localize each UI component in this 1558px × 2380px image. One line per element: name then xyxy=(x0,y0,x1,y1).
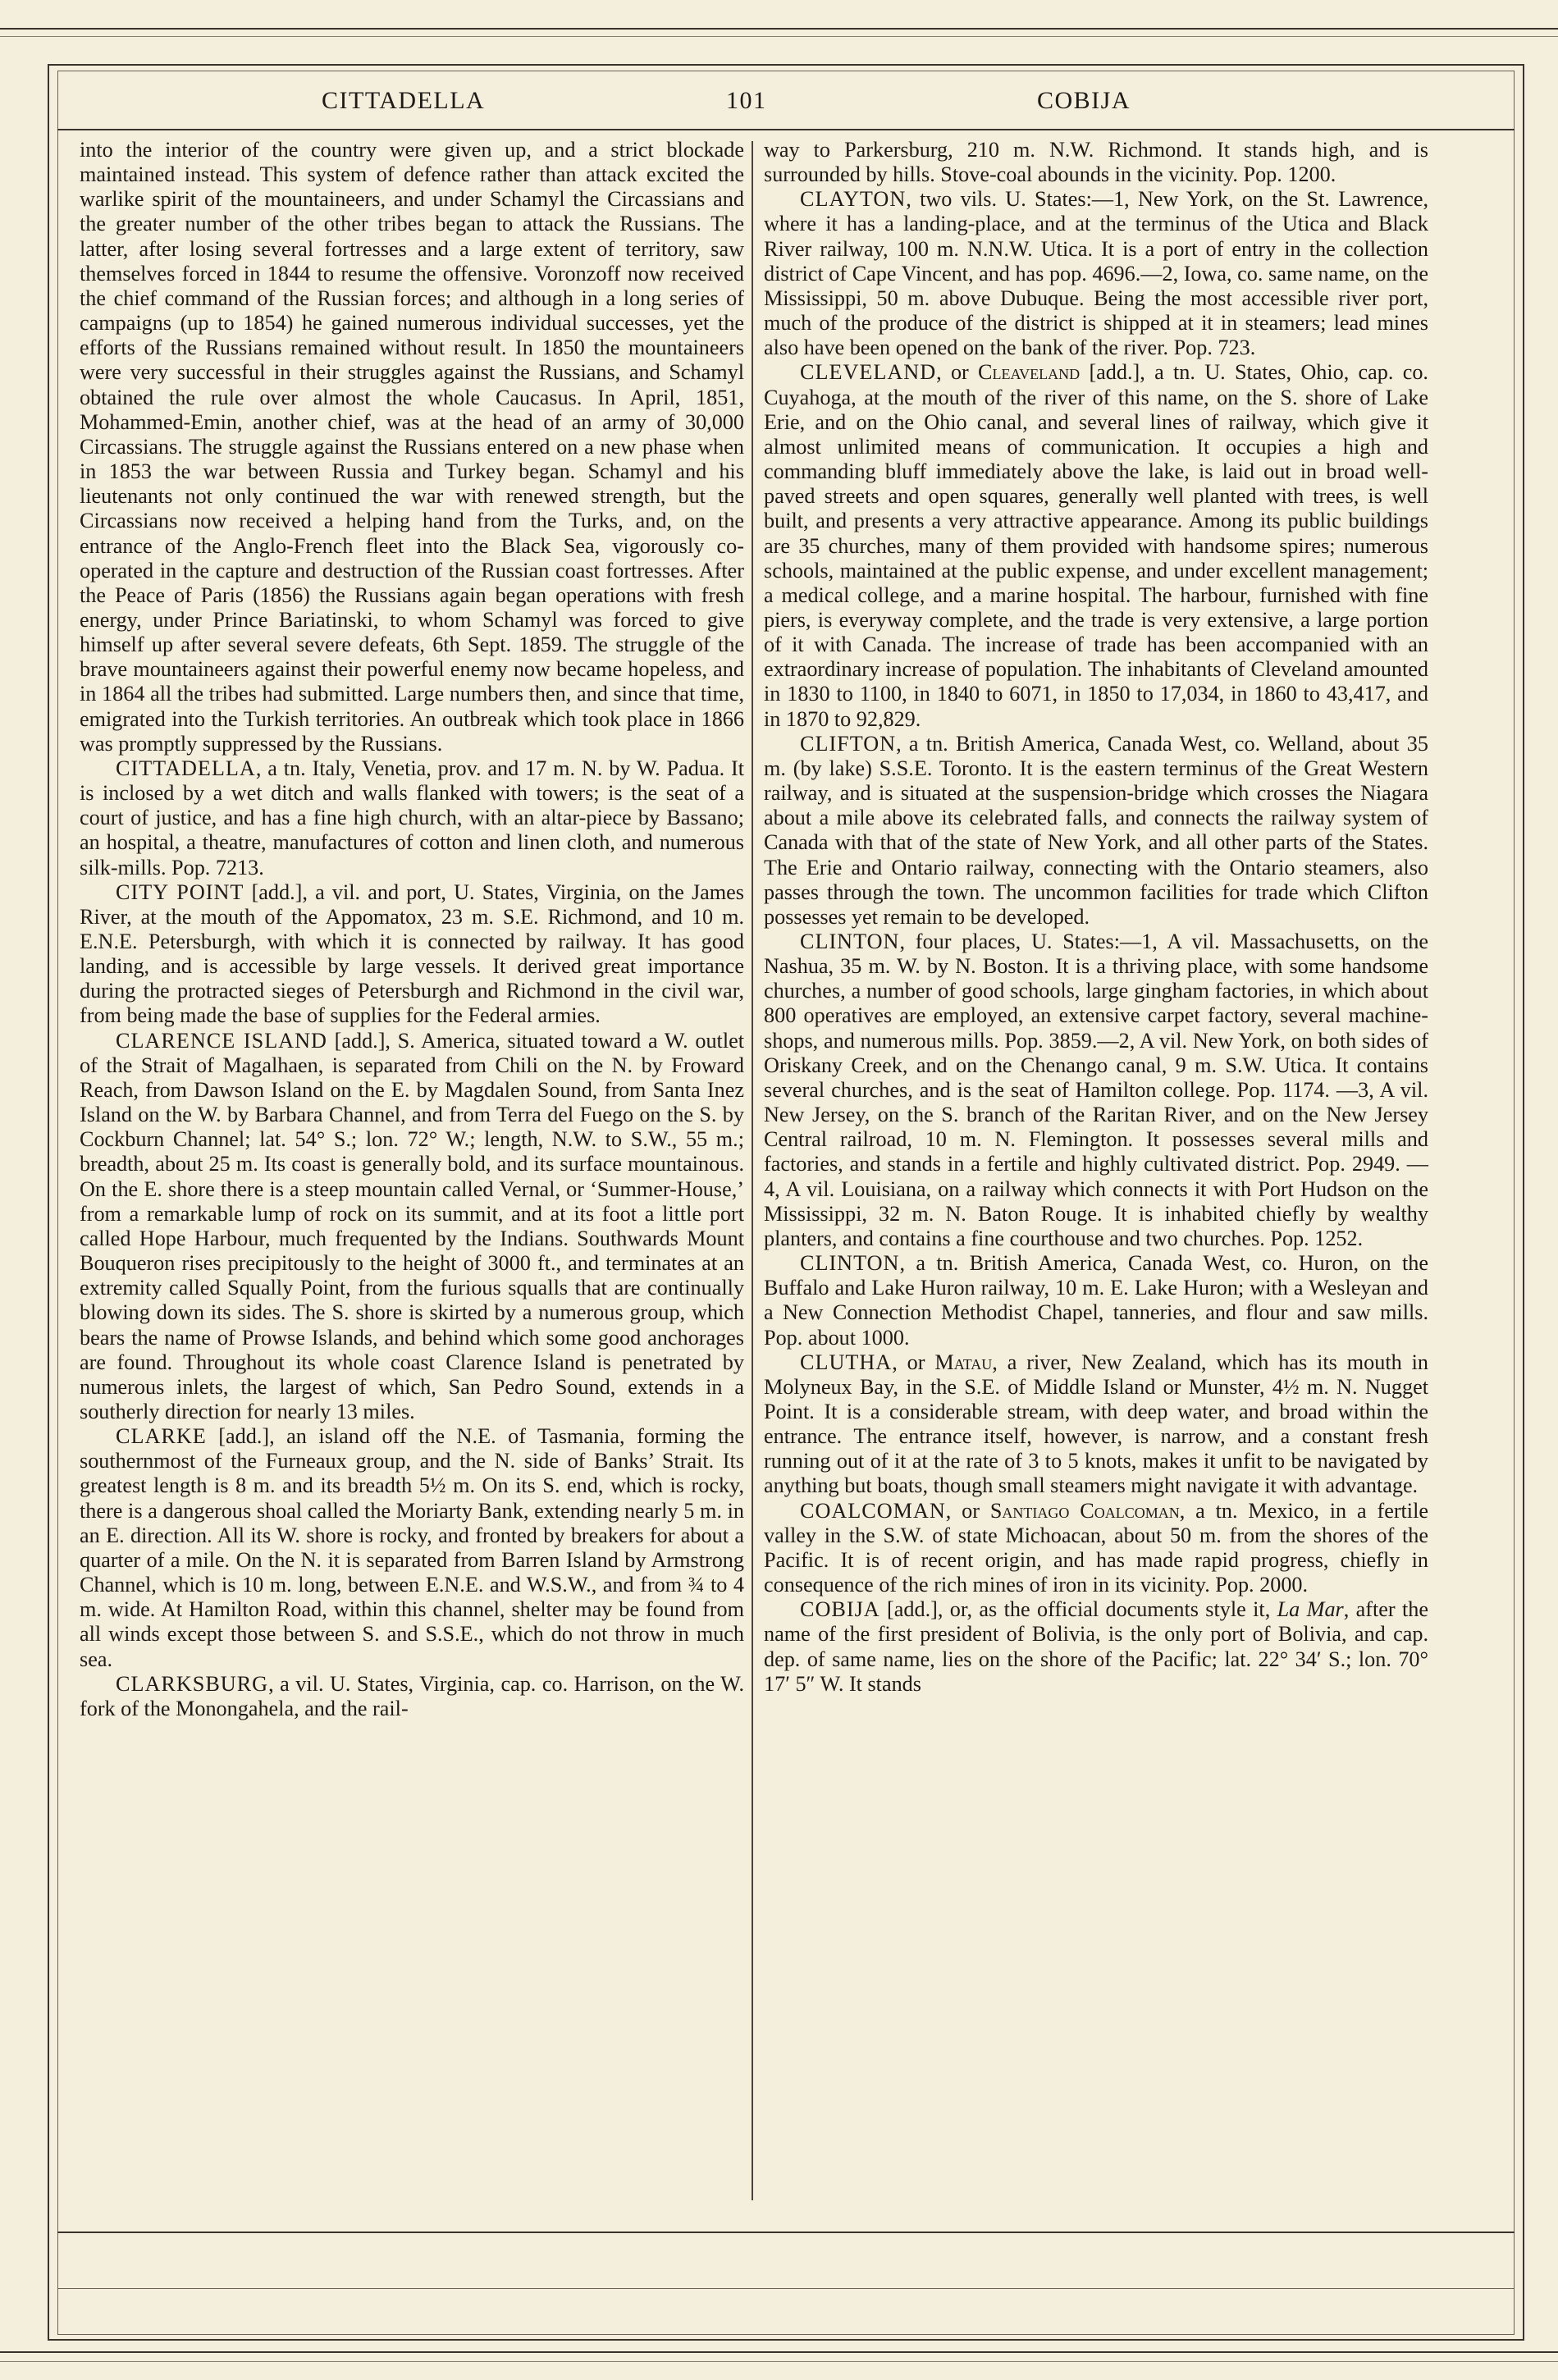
alt-prefix: , or xyxy=(936,360,979,385)
entry-text: , two vils. U. States:—1, New York, on the St. Lawrence, where it has a landing-place, and at the terminus of the Utica and Black River railway, 100 m. N.N.W. Utica. It is a port of entry in the collection district of Cape Vincent, and has pop. 4696.—2, Iowa, co. same name, on the Mississippi, 50 m. above Dubuque. Being the most accessible river port, much of the produce of the district is shipped at it in steamers; lead mines also have been opened on the bank of the river. Pop. 723. xyxy=(764,187,1428,360)
entry-text: way to Parkersburg, 210 m. N.W. Richmond. It stands high, and is surrounded by hills. Stove-coal abounds in the vicinity. Pop. 1200. xyxy=(764,138,1428,187)
entry-text-cont: , after the name of the first president of Bolivia, is the only port of Bolivia, and cap. dep. of same name, lies on the shore of the Pacific; lat. 22° 34′ S.; lon. 70° 17′ 5″ W. It stands xyxy=(764,1597,1428,1696)
headword: CITTADELLA xyxy=(116,756,256,780)
entry-text: [add.], an island off the N.E. of Tasmania, forming the southernmost of the Furneaux group, and the N. side of Banks’ Strait. Its greatest length is 8 m. and its breadth 5½ m. On its S. end, which is rocky, there is a dangerous shoal called the Moriarty Bank, extending nearly 5 m. in an E. direction. All its W. shore is rocky, and fronted by breakers for about a quarter of a mile. On the N. it is separated from Barren Island by Armstrong Channel, which is 10 m. long, between E.N.E. and W.S.W., and from ¾ to 4 m. wide. At Hamilton Road, within this channel, shelter may be found from all winds except those between S. and S.S.E., which do not throw in much sea. xyxy=(80,1424,744,1671)
header-rule xyxy=(57,129,1515,130)
entry-text: , a tn. Mexico, in a fertile valley in the S.W. of state Michoacan, about 50 m. from the shores of the Pacific. It is of recent origin, and has made rapid progress, chiefly in consequence of the rich mines of iron in its vicinity. Pop. 2000. xyxy=(764,1498,1428,1597)
entry-clinton-canada xyxy=(764,1251,1428,1350)
entry-text: into the interior of the country were given up, and a strict blockade maintained instead. This system of defence rather than attack excited the warlike spirit of the mountaineers, and under Schamyl the Circassians and the greater number of the other tribes began to attack the Russians. The latter, after losing several fortresses and a large extent of territory, saw themselves forced in 1844 to resume the offensive. Voronzoff now received the chief command of the Russian forces; and although in a long series of campaigns (up to 1854) he gained numerous individual successes, yet the efforts of the Russians remained without result. In 1850 the mountaineers were very successful in their struggles against the Russians, and Schamyl obtained the rule over almost the whole Caucasus. In April, 1851, Mohammed-Emin, another chief, was at the head of an army of 30,000 Circassians. The struggle against the Russians entered on a new phase when in 1853 the war between Russia and Turkey began. Schamyl and his lieutenants not only continued the war with renewed strength, but the Circassians now received a helping hand from the Turks, and, on the entrance of the Anglo-French fleet into the Black Sea, vigorously co-operated in the capture and destruction of the Russian coast fortresses. After the Peace of Paris (1856) the Russians again began operations with fresh energy, under Prince Bariatinski, to whom Schamyl was forced to give himself up after several severe defeats, 6th Sept. 1859. The struggle of the brave mountaineers against their powerful enemy now became hopeless, and in 1864 all the tribes had submitted. Large numbers then, and since that time, emigrated into the Turkish territories. An outbreak which took place in 1866 was promptly suppressed by the Russians. xyxy=(80,138,744,756)
entry-clifton xyxy=(764,732,1428,930)
entry-clutha xyxy=(764,1350,1428,1499)
top-rule xyxy=(0,28,1558,30)
entry-cleveland xyxy=(764,360,1428,731)
alt-name: Santiago Coalcoman xyxy=(989,1498,1180,1523)
column-divider xyxy=(752,141,753,2200)
running-head-left: CITTADELLA xyxy=(322,87,486,114)
entry-text: [add.], S. America, situated toward a W. outlet of the Strait of Magalhaen, is separated from Chili on the N. by Froward Reach, from Dawson Island on the E. by Magdalen Sound, from Santa Inez Island on the W. by Barbara Channel, and from Terra del Fuego on the S. by Cockburn Channel; lat. 54° S.; lon. 72° W.; length, N.W. to S.W., 55 m.; breadth, about 25 m. Its coast is generally bold, and its surface mountainous. On the E. shore there is a steep mountain called Vernal, or ‘Summer-House,’ from a remarkable lump of rock on its summit, and at its foot a little port called Hope Harbour, much frequented by the Indians. Southwards Mount Bouqueron rises precipitously to the height of 3000 ft., and terminates at an extremity called Squally Point, from the furious squalls that are continually blowing down its sides. The S. shore is skirted by a numerous group, which bears the name of Prowse Islands, and behind which some good anchorages are found. Throughout its whole coast Clarence Island is penetrated by numerous inlets, the largest of which, San Pedro Sound, extends in a southerly direction for nearly 13 miles. xyxy=(80,1028,745,1423)
entry-text: [add.], or, as the official documents style it, xyxy=(880,1597,1277,1622)
entry-clarke xyxy=(80,1424,744,1672)
entry-coalcoman xyxy=(764,1499,1428,1598)
headword: CLARKSBURG xyxy=(116,1671,269,1696)
page-number: 101 xyxy=(726,87,767,114)
bottom-rule-thin xyxy=(0,2361,1558,2362)
headword: COALCOMAN xyxy=(800,1498,946,1523)
running-head-right: COBIJA xyxy=(1037,87,1131,114)
alt-name: Cleaveland xyxy=(978,360,1081,385)
top-rule-thin xyxy=(0,36,1558,37)
entry-cittadella xyxy=(80,756,744,880)
headword: CLAYTON xyxy=(800,187,907,212)
headword: CLINTON xyxy=(800,930,900,953)
footer-frame xyxy=(57,2232,1515,2289)
entry-continuation xyxy=(80,138,744,756)
headword: CLUTHA xyxy=(800,1350,893,1374)
headword: COBIJA xyxy=(800,1597,880,1622)
entry-clarence-island xyxy=(80,1029,744,1425)
left-column xyxy=(80,138,744,1721)
italic-name: La Mar xyxy=(1277,1597,1344,1622)
entry-text: , a river, New Zealand, which has its mouth in Molyneux Bay, in the S.E. of Middle Island or Munster, 4½ m. N. Nugget Point. It is a considerable stream, with deep water, and broad within the entrance. The entrance itself, however, is narrow, and a constant fresh running out of it at the rate of 3 to 5 knots, makes it unfit to be navigated by anything but boats, though small steamers might navigate it with advantage. xyxy=(764,1350,1428,1498)
alt-prefix: , or xyxy=(892,1350,935,1374)
entry-text: , a vil. U. States, Virginia, cap. co. Harrison, on the W. fork of the Monongahela, and the rail- xyxy=(80,1671,744,1720)
entry-clayton xyxy=(764,187,1428,360)
alt-prefix: , or xyxy=(945,1498,990,1523)
headword: CLIFTON xyxy=(800,731,897,756)
entry-clarksburg xyxy=(80,1672,744,1721)
right-column xyxy=(764,138,1428,1697)
entry-text: , a tn. British America, Canada West, co. Welland, about 35 m. (by lake) S.S.E. Toronto. It is the eastern terminus of the Great Western railway, and is situated at the suspension-bridge which crosses the Niagara about a mile above its celebrated falls, and connects the railway system of Canada with that of the state of New York, and all other parts of the States. The Erie and Ontario railway, connecting with the Ontario steamers, also passes through the town. The uncommon facilities for trade which Clifton possesses yet remain to be developed. xyxy=(764,731,1428,929)
headword: CLARENCE ISLAND xyxy=(116,1028,327,1053)
entry-text: , four places, U. States:—1, A vil. Massachusetts, on the Nashua, 35 m. W. by N. Boston. It is a thriving place, with some handsome churches, a number of good schools, large gingham factories, in which about 800 operatives are employed, an extensive carpet factory, several machine-shops, and numerous mills. Pop. 3859.—2, A vil. New York, on both sides of Oriskany Creek, and on the Chenango canal, 9 m. S.W. Utica. It contains several churches, and is the seat of Hamilton college. Pop. 1174. —3, A vil. New Jersey, on the S. branch of the Raritan River, and on the New Jersey Central railroad, 10 m. N. Flemington. It possesses several mills and factories, and stands in a fertile and highly cultivated district. Pop. 2949. —4, A vil. Louisiana, on a railway which connects it with Port Hudson on the Mississippi, 32 m. N. Baton Rouge. It is inhabited chiefly by wealthy planters, and contains a fine courthouse and two churches. Pop. 1252. xyxy=(764,930,1428,1250)
headword: CLINTON xyxy=(800,1251,900,1276)
entry-text: , a tn. British America, Canada West, co. Huron, on the Buffalo and Lake Huron railway, 10 m. E. Lake Huron; with a Wesleyan and a New Connection Methodist Chapel, tanneries, and flour and saw mills. Pop. about 1000. xyxy=(764,1251,1428,1350)
entry-city-point xyxy=(80,880,744,1029)
headword: CLARKE xyxy=(116,1424,207,1449)
entry-text: [add.], a tn. U. States, Ohio, cap. co. Cuyahoga, at the mouth of the river of this name, on the S. shore of Lake Erie, and on the Ohio canal, and several lines of railway, which give it almost unlimited means of communication. It occupies a high and commanding bluff immediately above the lake, is laid out in broad well-paved streets and open squares, generally well planted with trees, is well built, and presents a very attractive appearance. Among its public buildings are 35 churches, many of them provided with handsome spires; numerous schools, maintained at the public expense, and under excellent management; a medical college, and a marine hospital. The harbour, furnished with fine piers, is everyway complete, and the trade is very extensive, a large portion of it with Canada. The increase of trade has been accompanied with an extraordinary increase of population. The inhabitants of Cleveland amounted in 1830 to 1100, in 1840 to 6071, in 1850 to 17,034, in 1860 to 43,417, and in 1870 to 92,829. xyxy=(764,360,1428,731)
entry-continuation xyxy=(764,138,1428,187)
entry-clinton-us xyxy=(764,930,1428,1251)
entry-text: , a tn. Italy, Venetia, prov. and 17 m. N. by W. Padua. It is inclosed by a wet ditch and walls flanked with towers; is the seat of a court of justice, and has a fine high church, with an altar-piece by Bassano; an hospital, a theatre, manufactures of cotton and linen cloth, and numerous silk-mills. Pop. 7213. xyxy=(80,756,744,879)
entry-cobija xyxy=(764,1597,1428,1697)
entry-text: [add.], a vil. and port, U. States, Virginia, on the James River, at the mouth of the Appomatox, 23 m. S.E. Richmond, and 10 m. E.N.E. Petersburgh, with which it is connected by railway. It has good landing, and is accessible by large vessels. It derived great importance during the protracted sieges of Petersburgh and Richmond in the civil war, from being made the base of supplies for the Federal armies. xyxy=(80,879,744,1028)
headword: CITY POINT xyxy=(116,879,244,904)
alt-name: Matau xyxy=(934,1350,993,1374)
headword: CLEVELAND xyxy=(800,360,937,385)
bottom-rule xyxy=(0,2351,1558,2353)
